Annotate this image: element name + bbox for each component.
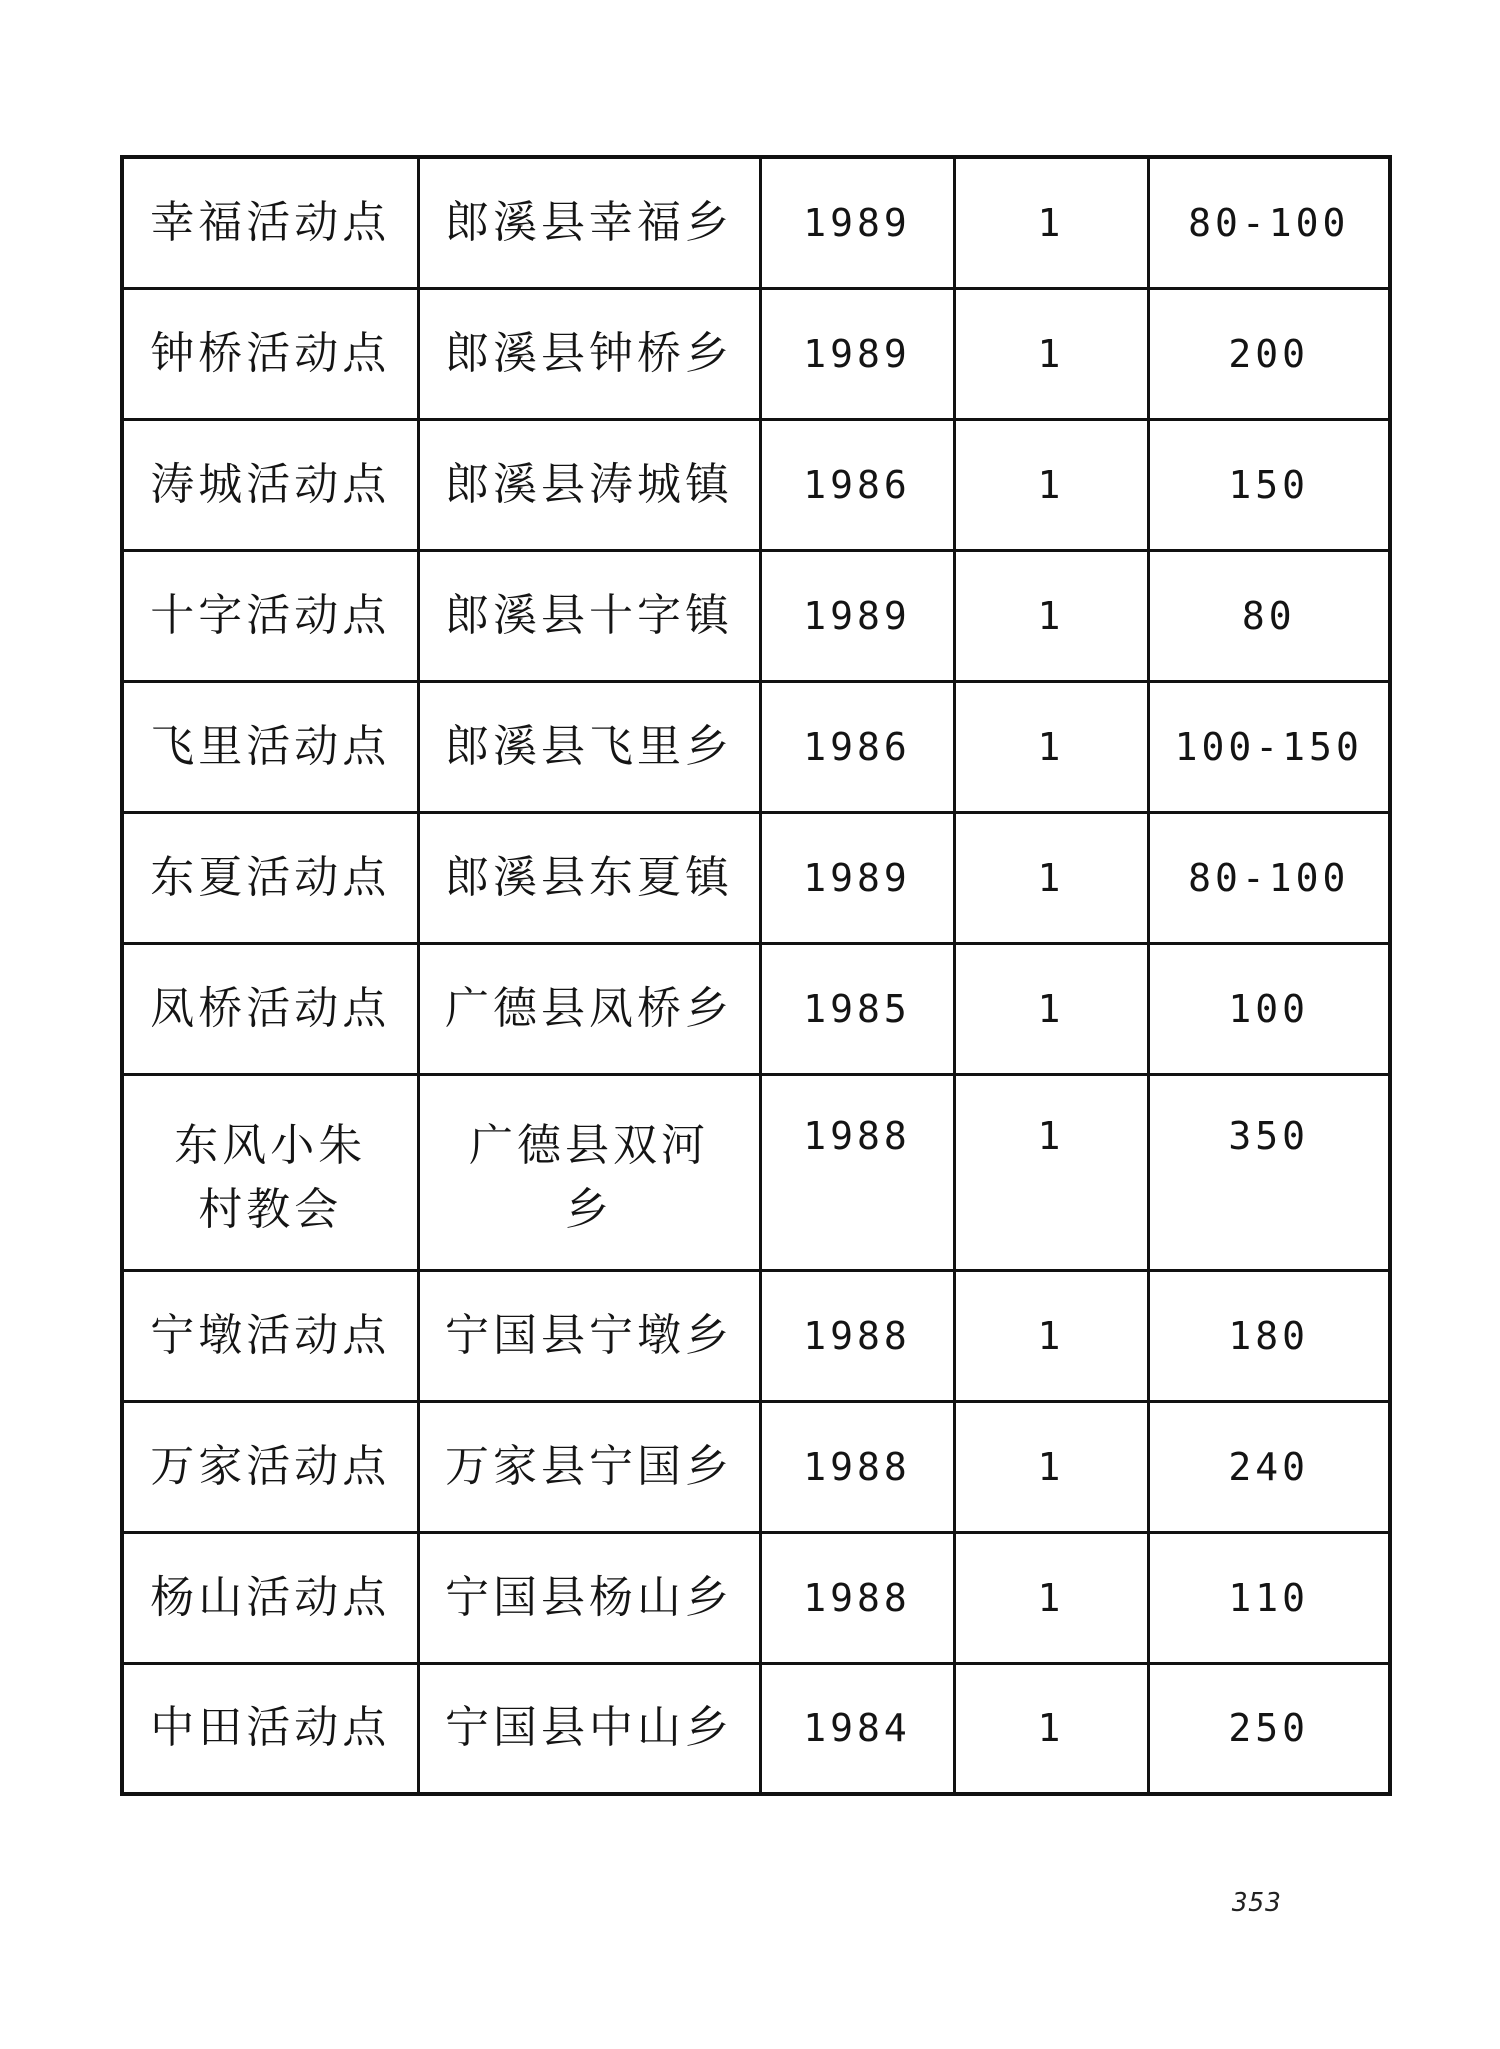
- location-cell: 广德县双河 乡: [418, 1074, 760, 1270]
- table-body: [122, 157, 1390, 1794]
- location-cell: 万家县宁国乡: [418, 1401, 760, 1532]
- table-row: [122, 288, 1390, 419]
- table-row: [122, 943, 1390, 1074]
- location-cell: 郎溪县十字镇: [418, 550, 760, 681]
- year-cell: 1988: [760, 1074, 954, 1270]
- location-cell: 广德县凤桥乡: [418, 943, 760, 1074]
- table-row: [122, 1532, 1390, 1663]
- table-row: [122, 550, 1390, 681]
- members-cell: 240: [1148, 1401, 1390, 1532]
- page-number: 353: [1232, 1888, 1282, 1918]
- year-cell: 1989: [760, 550, 954, 681]
- table-row: [122, 1074, 1390, 1270]
- members-cell: 200: [1148, 288, 1390, 419]
- location-cell: 郎溪县东夏镇: [418, 812, 760, 943]
- table-row: [122, 681, 1390, 812]
- year-cell: 1989: [760, 157, 954, 288]
- site-name-cell: 宁墩活动点: [122, 1270, 418, 1401]
- table-row: [122, 1270, 1390, 1401]
- members-cell: 80-100: [1148, 157, 1390, 288]
- count-cell: 1: [954, 157, 1148, 288]
- year-cell: 1989: [760, 288, 954, 419]
- year-cell: 1989: [760, 812, 954, 943]
- year-cell: 1988: [760, 1270, 954, 1401]
- location-cell: 郎溪县飞里乡: [418, 681, 760, 812]
- location-cell: 郎溪县涛城镇: [418, 419, 760, 550]
- site-name-cell: 杨山活动点: [122, 1532, 418, 1663]
- members-cell: 350: [1148, 1074, 1390, 1270]
- site-name-cell: 东夏活动点: [122, 812, 418, 943]
- count-cell: 1: [954, 812, 1148, 943]
- count-cell: 1: [954, 943, 1148, 1074]
- count-cell: 1: [954, 1074, 1148, 1270]
- count-cell: 1: [954, 419, 1148, 550]
- count-cell: 1: [954, 1532, 1148, 1663]
- site-name-cell: 东风小朱 村教会: [122, 1074, 418, 1270]
- table-row: [122, 157, 1390, 288]
- site-name-cell: 凤桥活动点: [122, 943, 418, 1074]
- count-cell: 1: [954, 550, 1148, 681]
- year-cell: 1986: [760, 681, 954, 812]
- site-name-cell: 十字活动点: [122, 550, 418, 681]
- members-cell: 250: [1148, 1663, 1390, 1794]
- location-cell: 宁国县杨山乡: [418, 1532, 760, 1663]
- count-cell: 1: [954, 681, 1148, 812]
- site-name-cell: 中田活动点: [122, 1663, 418, 1794]
- site-name-cell: 钟桥活动点: [122, 288, 418, 419]
- location-cell: 郎溪县幸福乡: [418, 157, 760, 288]
- year-cell: 1986: [760, 419, 954, 550]
- members-cell: 180: [1148, 1270, 1390, 1401]
- table-row: [122, 1663, 1390, 1794]
- members-cell: 80: [1148, 550, 1390, 681]
- site-name-cell: 飞里活动点: [122, 681, 418, 812]
- site-name-cell: 幸福活动点: [122, 157, 418, 288]
- count-cell: 1: [954, 1663, 1148, 1794]
- members-cell: 100-150: [1148, 681, 1390, 812]
- site-name-cell: 涛城活动点: [122, 419, 418, 550]
- table-row: [122, 1401, 1390, 1532]
- table-row: [122, 419, 1390, 550]
- members-cell: 100: [1148, 943, 1390, 1074]
- count-cell: 1: [954, 1401, 1148, 1532]
- year-cell: 1988: [760, 1532, 954, 1663]
- year-cell: 1988: [760, 1401, 954, 1532]
- members-cell: 150: [1148, 419, 1390, 550]
- members-cell: 110: [1148, 1532, 1390, 1663]
- church-locations-table: [120, 155, 1392, 1796]
- location-cell: 宁国县宁墩乡: [418, 1270, 760, 1401]
- location-cell: 郎溪县钟桥乡: [418, 288, 760, 419]
- count-cell: 1: [954, 1270, 1148, 1401]
- table-row: [122, 812, 1390, 943]
- count-cell: 1: [954, 288, 1148, 419]
- members-cell: 80-100: [1148, 812, 1390, 943]
- site-name-cell: 万家活动点: [122, 1401, 418, 1532]
- year-cell: 1985: [760, 943, 954, 1074]
- year-cell: 1984: [760, 1663, 954, 1794]
- location-cell: 宁国县中山乡: [418, 1663, 760, 1794]
